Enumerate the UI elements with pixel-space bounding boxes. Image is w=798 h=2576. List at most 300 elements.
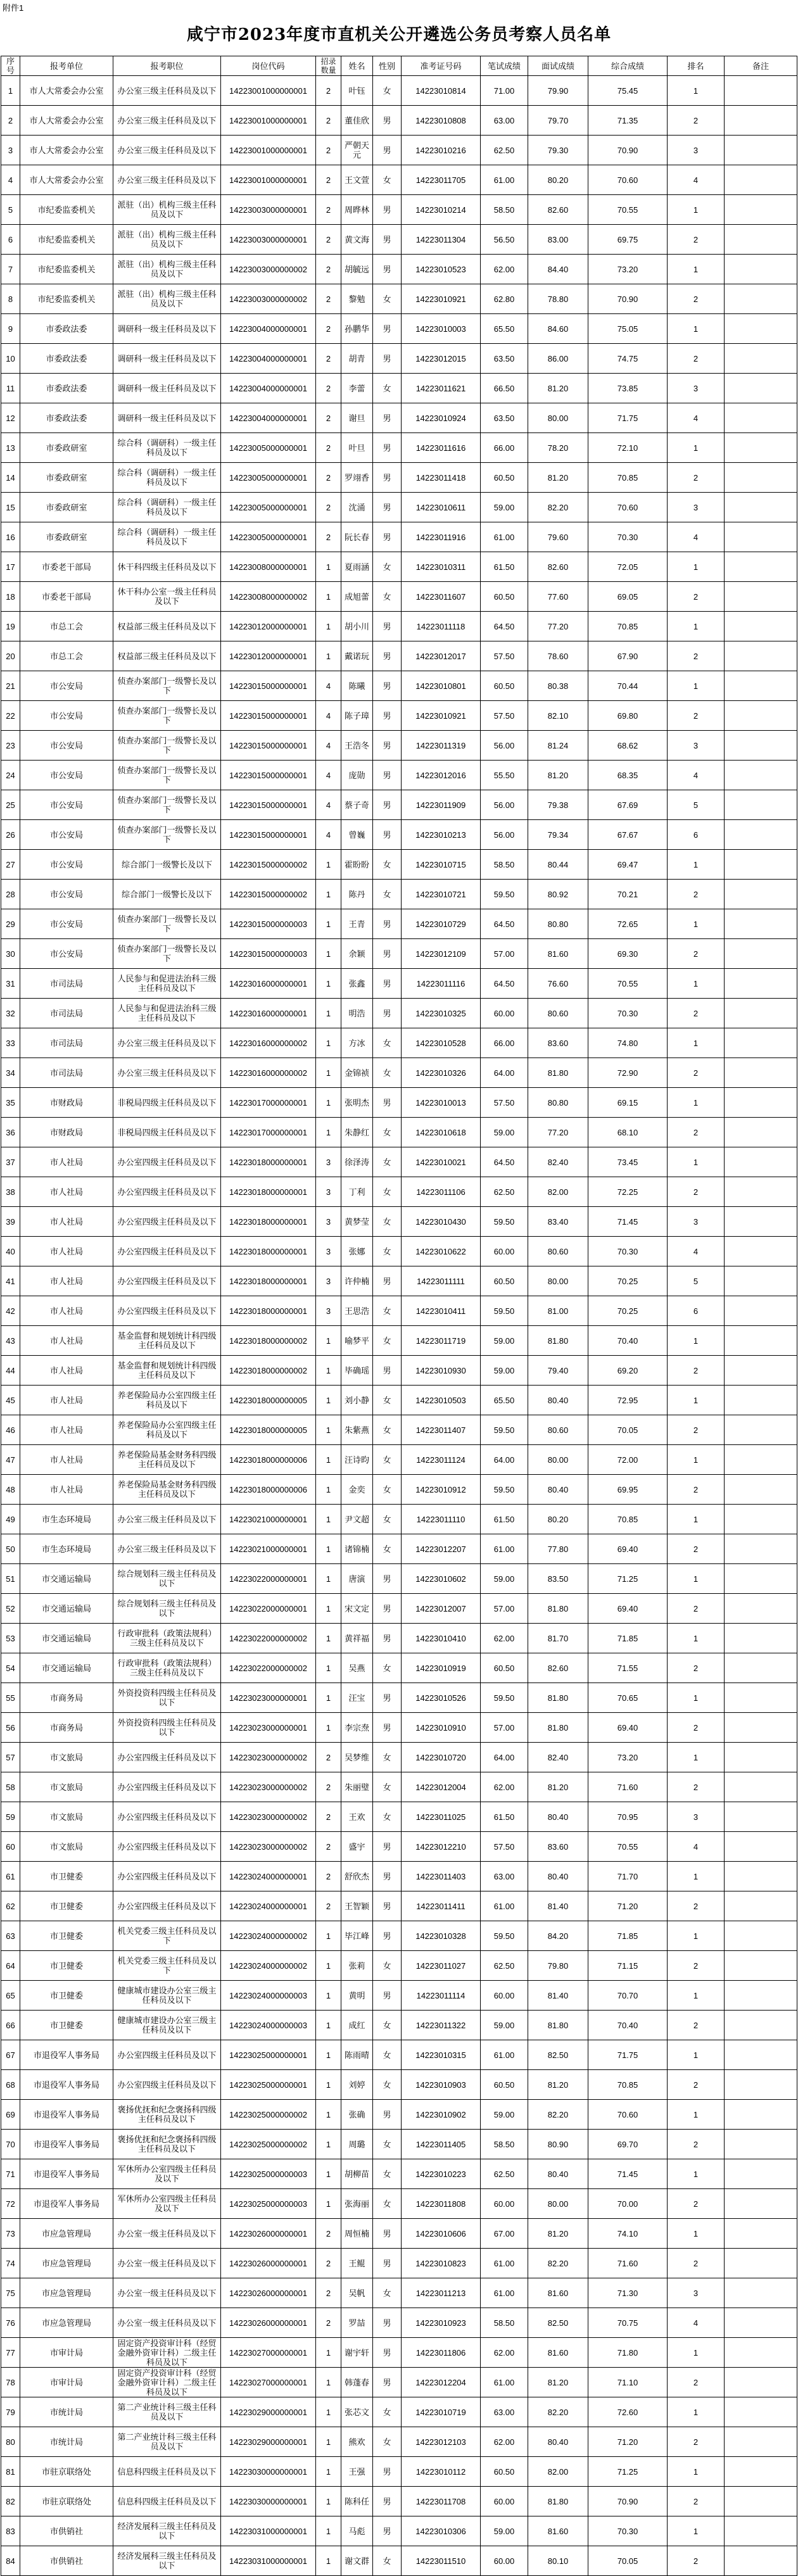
cell-position: 办公室四级主任科员及以下: [113, 1802, 221, 1832]
cell-written-score: 58.50: [481, 2130, 528, 2159]
cell-unit: 市司法局: [20, 969, 113, 999]
cell-unit: 市卫健委: [20, 1891, 113, 1921]
cell-rank: 1: [668, 612, 725, 641]
cell-position-code: 14223012000000001: [221, 612, 316, 641]
table-row: [1, 2130, 797, 2159]
cell-written-score: 63.50: [481, 344, 528, 374]
cell-name: 黎勉: [341, 284, 373, 314]
cell-written-score: 62.50: [481, 1951, 528, 1981]
cell-index: 11: [1, 374, 20, 403]
cell-index: 55: [1, 1683, 20, 1713]
cell-remarks: [725, 1445, 797, 1475]
cell-position-code: 14223024000000003: [221, 2011, 316, 2040]
cell-remarks: [725, 2189, 797, 2219]
table-row: [1, 2457, 797, 2487]
cell-total-score: 70.60: [588, 165, 668, 195]
cell-ticket-number: 14223010003: [402, 314, 481, 344]
cell-rank: 4: [668, 522, 725, 552]
cell-total-score: 69.05: [588, 582, 668, 612]
cell-written-score: 64.50: [481, 1147, 528, 1177]
cell-ticket-number: 14223011705: [402, 165, 481, 195]
cell-gender: 女: [373, 2040, 402, 2070]
table-row: [1, 2219, 797, 2249]
cell-interview-score: 83.50: [528, 1564, 588, 1594]
cell-rank: 4: [668, 2308, 725, 2338]
cell-rank: 1: [668, 2219, 725, 2249]
cell-total-score: 73.85: [588, 374, 668, 403]
cell-rank: 2: [668, 1356, 725, 1386]
cell-gender: 男: [373, 136, 402, 165]
cell-name: 胡柳苗: [341, 2159, 373, 2189]
cell-rank: 1: [668, 1326, 725, 1356]
cell-interview-score: 78.20: [528, 433, 588, 463]
cell-total-score: 71.80: [588, 2338, 668, 2368]
cell-rank: 5: [668, 1266, 725, 1296]
cell-interview-score: 80.00: [528, 403, 588, 433]
cell-total-score: 72.60: [588, 2397, 668, 2427]
cell-remarks: [725, 1147, 797, 1177]
cell-interview-score: 83.60: [528, 1832, 588, 1862]
cell-index: 51: [1, 1564, 20, 1594]
cell-remarks: [725, 1832, 797, 1862]
cell-ticket-number: 14223011916: [402, 522, 481, 552]
cell-interview-score: 81.40: [528, 1891, 588, 1921]
cell-unit: 市退役军人事务局: [20, 2040, 113, 2070]
cell-position: 办公室四级主任科员及以下: [113, 1296, 221, 1326]
cell-interview-score: 81.80: [528, 1713, 588, 1743]
cell-ticket-number: 14223012015: [402, 344, 481, 374]
cell-gender: 男: [373, 1832, 402, 1862]
cell-ticket-number: 14223011808: [402, 2189, 481, 2219]
cell-position: 养老保险局基金财务科四级主任科员及以下: [113, 1445, 221, 1475]
cell-quota: 1: [316, 1445, 341, 1475]
cell-position-code: 14223022000000002: [221, 1653, 316, 1683]
cell-written-score: 61.00: [481, 2368, 528, 2397]
cell-index: 13: [1, 433, 20, 463]
cell-position: 办公室四级主任科员及以下: [113, 1177, 221, 1207]
cell-quota: 2: [316, 255, 341, 284]
cell-unit: 市公安局: [20, 850, 113, 880]
cell-written-score: 61.00: [481, 522, 528, 552]
cell-unit: 市人社局: [20, 1415, 113, 1445]
cell-position: 调研科一级主任科员及以下: [113, 403, 221, 433]
table-row: [1, 1475, 797, 1505]
cell-rank: 4: [668, 403, 725, 433]
cell-unit: 市审计局: [20, 2368, 113, 2397]
table-row: [1, 1237, 797, 1266]
cell-total-score: 71.45: [588, 2159, 668, 2189]
cell-gender: 男: [373, 433, 402, 463]
cell-position-code: 14223016000000001: [221, 999, 316, 1028]
cell-name: 陈曦: [341, 671, 373, 701]
cell-name: 王鲲: [341, 2249, 373, 2278]
cell-position: 派驻（出）机构三级主任科员及以下: [113, 195, 221, 225]
cell-quota: 1: [316, 1951, 341, 1981]
cell-index: 3: [1, 136, 20, 165]
cell-total-score: 70.65: [588, 1683, 668, 1713]
cell-quota: 1: [316, 612, 341, 641]
cell-unit: 市退役军人事务局: [20, 2100, 113, 2130]
cell-written-score: 59.00: [481, 1118, 528, 1147]
cell-ticket-number: 14223010315: [402, 2040, 481, 2070]
cell-index: 81: [1, 2457, 20, 2487]
cell-gender: 女: [373, 1951, 402, 1981]
cell-index: 61: [1, 1862, 20, 1891]
cell-unit: 市委政研室: [20, 463, 113, 493]
cell-written-score: 59.00: [481, 2011, 528, 2040]
cell-position-code: 14223025000000002: [221, 2100, 316, 2130]
cell-rank: 2: [668, 1177, 725, 1207]
cell-ticket-number: 14223010924: [402, 403, 481, 433]
cell-rank: 2: [668, 2427, 725, 2457]
cell-written-score: 66.00: [481, 1028, 528, 1058]
table-row: [1, 761, 797, 790]
cell-name: 蔡子奇: [341, 790, 373, 820]
cell-unit: 市委政法委: [20, 344, 113, 374]
cell-position: 褒扬优抚和纪念褒扬科四级主任科员及以下: [113, 2100, 221, 2130]
cell-ticket-number: 14223011510: [402, 2546, 481, 2576]
cell-interview-score: 80.44: [528, 850, 588, 880]
cell-remarks: [725, 909, 797, 939]
cell-remarks: [725, 2308, 797, 2338]
table-row: [1, 1951, 797, 1981]
cell-position-code: 14223025000000002: [221, 2130, 316, 2159]
cell-ticket-number: 14223011411: [402, 1891, 481, 1921]
candidate-table: [1, 56, 797, 2576]
cell-written-score: 67.00: [481, 2219, 528, 2249]
cell-index: 43: [1, 1326, 20, 1356]
cell-rank: 2: [668, 1058, 725, 1088]
cell-position: 办公室一级主任科员及以下: [113, 2308, 221, 2338]
cell-gender: 女: [373, 1237, 402, 1266]
cell-name: 张娜: [341, 1237, 373, 1266]
cell-gender: 男: [373, 106, 402, 136]
cell-quota: 1: [316, 2159, 341, 2189]
cell-quota: 2: [316, 1743, 341, 1772]
cell-rank: 1: [668, 1921, 725, 1951]
cell-gender: 男: [373, 909, 402, 939]
cell-quota: 1: [316, 1028, 341, 1058]
cell-total-score: 72.95: [588, 1386, 668, 1415]
cell-ticket-number: 14223010602: [402, 1564, 481, 1594]
cell-quota: 1: [316, 2040, 341, 2070]
cell-position: 综合部门一级警长及以下: [113, 850, 221, 880]
cell-quota: 4: [316, 731, 341, 761]
cell-written-score: 57.50: [481, 641, 528, 671]
cell-position: 侦查办案部门一级警长及以下: [113, 909, 221, 939]
cell-quota: 2: [316, 106, 341, 136]
cell-quota: 2: [316, 344, 341, 374]
cell-remarks: [725, 1237, 797, 1266]
cell-position: 办公室一级主任科员及以下: [113, 2249, 221, 2278]
cell-rank: 3: [668, 136, 725, 165]
cell-position: 办公室一级主任科员及以下: [113, 2219, 221, 2249]
cell-gender: 女: [373, 1147, 402, 1177]
cell-rank: 2: [668, 2487, 725, 2516]
header-interview-score: 面试成绩: [528, 56, 588, 76]
cell-unit: 市驻京联络处: [20, 2457, 113, 2487]
table-row: [1, 2546, 797, 2576]
cell-unit: 市公安局: [20, 939, 113, 969]
table-row: [1, 1891, 797, 1921]
cell-written-score: 65.50: [481, 314, 528, 344]
cell-quota: 2: [316, 403, 341, 433]
cell-quota: 1: [316, 582, 341, 612]
cell-position: 信息科四级主任科员及以下: [113, 2457, 221, 2487]
cell-quota: 2: [316, 463, 341, 493]
cell-gender: 女: [373, 552, 402, 582]
cell-gender: 男: [373, 790, 402, 820]
cell-gender: 男: [373, 2457, 402, 2487]
cell-rank: 2: [668, 2070, 725, 2100]
cell-position: 办公室一级主任科员及以下: [113, 2278, 221, 2308]
cell-remarks: [725, 165, 797, 195]
cell-quota: 1: [316, 1624, 341, 1653]
cell-gender: 女: [373, 1772, 402, 1802]
cell-quota: 2: [316, 165, 341, 195]
cell-name: 张芯文: [341, 2397, 373, 2427]
cell-remarks: [725, 2100, 797, 2130]
cell-rank: 5: [668, 790, 725, 820]
cell-position-code: 14223005000000001: [221, 522, 316, 552]
cell-written-score: 59.00: [481, 2516, 528, 2546]
cell-ticket-number: 14223012204: [402, 2368, 481, 2397]
cell-quota: 3: [316, 1237, 341, 1266]
table-row: [1, 344, 797, 374]
cell-position: 办公室四级主任科员及以下: [113, 1832, 221, 1862]
cell-name: 胡小川: [341, 612, 373, 641]
cell-position-code: 14223015000000003: [221, 909, 316, 939]
cell-ticket-number: 14223010213: [402, 820, 481, 850]
cell-name: 刘婷: [341, 2070, 373, 2100]
cell-position: 派驻（出）机构三级主任科员及以下: [113, 255, 221, 284]
cell-index: 14: [1, 463, 20, 493]
cell-total-score: 72.05: [588, 552, 668, 582]
cell-ticket-number: 14223010326: [402, 1058, 481, 1088]
cell-position-code: 14223015000000001: [221, 701, 316, 731]
cell-interview-score: 79.34: [528, 820, 588, 850]
cell-gender: 女: [373, 1058, 402, 1088]
cell-interview-score: 81.40: [528, 1981, 588, 2011]
cell-rank: 2: [668, 582, 725, 612]
cell-rank: 1: [668, 1147, 725, 1177]
cell-quota: 1: [316, 1118, 341, 1147]
cell-interview-score: 77.80: [528, 1534, 588, 1564]
cell-index: 71: [1, 2159, 20, 2189]
cell-remarks: [725, 1921, 797, 1951]
cell-gender: 男: [373, 255, 402, 284]
cell-total-score: 67.90: [588, 641, 668, 671]
cell-unit: 市卫健委: [20, 1951, 113, 1981]
cell-position: 办公室四级主任科员及以下: [113, 1266, 221, 1296]
cell-remarks: [725, 1028, 797, 1058]
cell-unit: 市纪委监委机关: [20, 225, 113, 255]
cell-rank: 1: [668, 1743, 725, 1772]
cell-gender: 男: [373, 820, 402, 850]
cell-rank: 2: [668, 1118, 725, 1147]
table-row: [1, 2100, 797, 2130]
cell-total-score: 74.75: [588, 344, 668, 374]
cell-position: 侦查办案部门一级警长及以下: [113, 731, 221, 761]
table-row: [1, 2487, 797, 2516]
cell-written-score: 60.00: [481, 2487, 528, 2516]
cell-written-score: 59.50: [481, 1921, 528, 1951]
table-header-row: [1, 56, 797, 76]
cell-total-score: 70.55: [588, 195, 668, 225]
cell-remarks: [725, 1951, 797, 1981]
cell-total-score: 71.45: [588, 1207, 668, 1237]
cell-rank: 2: [668, 284, 725, 314]
cell-written-score: 61.50: [481, 552, 528, 582]
cell-gender: 男: [373, 314, 402, 344]
table-row: [1, 790, 797, 820]
cell-ticket-number: 14223010606: [402, 2219, 481, 2249]
cell-position: 侦查办案部门一级警长及以下: [113, 790, 221, 820]
cell-unit: 市人大常委会办公室: [20, 76, 113, 106]
cell-unit: 市总工会: [20, 641, 113, 671]
cell-interview-score: 81.20: [528, 761, 588, 790]
cell-total-score: 71.75: [588, 403, 668, 433]
cell-position: 综合科（调研科）一级主任科员及以下: [113, 493, 221, 522]
cell-gender: 女: [373, 1386, 402, 1415]
cell-written-score: 59.50: [481, 1415, 528, 1445]
table-row: [1, 1058, 797, 1088]
cell-position: 侦查办案部门一级警长及以下: [113, 701, 221, 731]
cell-unit: 市商务局: [20, 1713, 113, 1743]
cell-quota: 1: [316, 1921, 341, 1951]
cell-ticket-number: 14223011319: [402, 731, 481, 761]
table-row: [1, 641, 797, 671]
cell-name: 胡青: [341, 344, 373, 374]
cell-quota: 2: [316, 522, 341, 552]
cell-name: 王文萱: [341, 165, 373, 195]
cell-name: 唐演: [341, 1564, 373, 1594]
cell-index: 77: [1, 2338, 20, 2368]
cell-name: 马彪: [341, 2516, 373, 2546]
table-row: [1, 2338, 797, 2368]
cell-interview-score: 81.80: [528, 1058, 588, 1088]
cell-unit: 市委政研室: [20, 522, 113, 552]
cell-name: 阮长春: [341, 522, 373, 552]
cell-position: 机关党委三级主任科员及以下: [113, 1921, 221, 1951]
cell-index: 37: [1, 1147, 20, 1177]
cell-unit: 市人社局: [20, 1356, 113, 1386]
cell-position: 办公室四级主任科员及以下: [113, 1891, 221, 1921]
cell-total-score: 71.75: [588, 2040, 668, 2070]
cell-unit: 市驻京联络处: [20, 2487, 113, 2516]
cell-rank: 1: [668, 909, 725, 939]
cell-written-score: 63.00: [481, 2397, 528, 2427]
cell-total-score: 71.25: [588, 1564, 668, 1594]
cell-unit: 市卫健委: [20, 2011, 113, 2040]
cell-rank: 4: [668, 165, 725, 195]
cell-unit: 市委老干部局: [20, 582, 113, 612]
cell-written-score: 59.00: [481, 1564, 528, 1594]
cell-rank: 2: [668, 641, 725, 671]
cell-position: 办公室四级主任科员及以下: [113, 1743, 221, 1772]
cell-position: 非税局四级主任科员及以下: [113, 1088, 221, 1118]
cell-position: 派驻（出）机构三级主任科员及以下: [113, 284, 221, 314]
cell-position-code: 14223021000000001: [221, 1534, 316, 1564]
cell-gender: 男: [373, 761, 402, 790]
cell-interview-score: 82.50: [528, 2040, 588, 2070]
cell-position: 权益部三级主任科员及以下: [113, 612, 221, 641]
cell-quota: 1: [316, 2427, 341, 2457]
table-row: [1, 2011, 797, 2040]
table-row: [1, 136, 797, 165]
cell-index: 35: [1, 1088, 20, 1118]
cell-interview-score: 81.60: [528, 2338, 588, 2368]
cell-unit: 市交通运输局: [20, 1653, 113, 1683]
cell-written-score: 64.50: [481, 909, 528, 939]
cell-unit: 市委政研室: [20, 433, 113, 463]
cell-index: 42: [1, 1296, 20, 1326]
header-unit: 报考单位: [20, 56, 113, 76]
cell-total-score: 75.45: [588, 76, 668, 106]
cell-interview-score: 80.60: [528, 1415, 588, 1445]
cell-rank: 2: [668, 463, 725, 493]
cell-total-score: 71.25: [588, 2457, 668, 2487]
cell-written-score: 61.00: [481, 165, 528, 195]
cell-ticket-number: 14223010618: [402, 1118, 481, 1147]
cell-total-score: 71.20: [588, 1891, 668, 1921]
table-row: [1, 671, 797, 701]
cell-ticket-number: 14223011110: [402, 1505, 481, 1534]
cell-rank: 6: [668, 820, 725, 850]
cell-ticket-number: 14223011213: [402, 2278, 481, 2308]
cell-ticket-number: 14223010921: [402, 284, 481, 314]
cell-remarks: [725, 850, 797, 880]
cell-gender: 女: [373, 374, 402, 403]
cell-ticket-number: 14223010411: [402, 1296, 481, 1326]
header-remarks: 备注: [725, 56, 797, 76]
cell-quota: 2: [316, 314, 341, 344]
cell-unit: 市统计局: [20, 2397, 113, 2427]
cell-written-score: 60.50: [481, 671, 528, 701]
cell-rank: 1: [668, 2457, 725, 2487]
cell-gender: 男: [373, 2487, 402, 2516]
cell-written-score: 58.50: [481, 850, 528, 880]
cell-written-score: 58.50: [481, 2308, 528, 2338]
table-row: [1, 1266, 797, 1296]
table-row: [1, 1386, 797, 1415]
table-row: [1, 880, 797, 909]
cell-name: 庞勋: [341, 761, 373, 790]
cell-position-code: 14223022000000002: [221, 1624, 316, 1653]
table-row: [1, 1862, 797, 1891]
cell-position: 办公室三级主任科员及以下: [113, 136, 221, 165]
cell-position-code: 14223005000000001: [221, 493, 316, 522]
table-row: [1, 255, 797, 284]
header-position: 报考职位: [113, 56, 221, 76]
cell-unit: 市公安局: [20, 701, 113, 731]
cell-gender: 男: [373, 1921, 402, 1951]
cell-quota: 2: [316, 2308, 341, 2338]
header-position-code: 岗位代码: [221, 56, 316, 76]
cell-position-code: 14223003000000001: [221, 195, 316, 225]
cell-gender: 女: [373, 1653, 402, 1683]
cell-quota: 1: [316, 2457, 341, 2487]
cell-ticket-number: 14223010528: [402, 1028, 481, 1058]
cell-gender: 女: [373, 880, 402, 909]
table-row: [1, 582, 797, 612]
cell-gender: 男: [373, 2100, 402, 2130]
cell-quota: 4: [316, 820, 341, 850]
cell-written-score: 60.00: [481, 1981, 528, 2011]
cell-remarks: [725, 1891, 797, 1921]
table-row: [1, 1594, 797, 1624]
cell-unit: 市生态环境局: [20, 1534, 113, 1564]
